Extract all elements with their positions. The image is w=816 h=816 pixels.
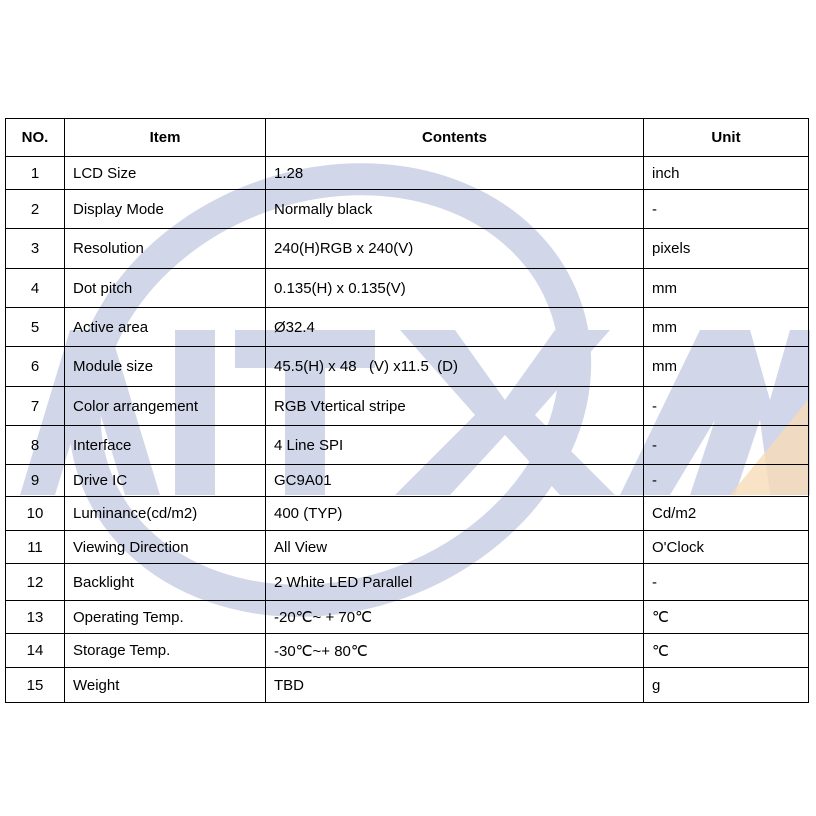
header-unit: Unit bbox=[644, 119, 809, 157]
cell-item: Viewing Direction bbox=[65, 531, 266, 564]
cell-contents: 2 White LED Parallel bbox=[266, 564, 644, 601]
cell-no: 8 bbox=[6, 426, 65, 465]
cell-contents: -20℃~ + 70℃ bbox=[266, 601, 644, 634]
cell-item: Module size bbox=[65, 347, 266, 387]
cell-contents: GC9A01 bbox=[266, 465, 644, 497]
table-row bbox=[6, 426, 809, 465]
cell-item: Luminance(cd/m2) bbox=[65, 497, 266, 531]
cell-unit: mm bbox=[644, 347, 809, 387]
header-row bbox=[6, 119, 809, 157]
cell-contents: -30℃~+ 80℃ bbox=[266, 634, 644, 668]
header-no: NO. bbox=[6, 119, 65, 157]
cell-contents: 240(H)RGB x 240(V) bbox=[266, 229, 644, 269]
cell-item: Storage Temp. bbox=[65, 634, 266, 668]
table-row bbox=[6, 601, 809, 634]
cell-item: Resolution bbox=[65, 229, 266, 269]
cell-contents: Normally black bbox=[266, 190, 644, 229]
cell-no: 12 bbox=[6, 564, 65, 601]
cell-item: Display Mode bbox=[65, 190, 266, 229]
cell-contents: 45.5(H) x 48 (V) x11.5 (D) bbox=[266, 347, 644, 387]
cell-unit: - bbox=[644, 387, 809, 426]
specification-table bbox=[5, 118, 809, 703]
table-row bbox=[6, 308, 809, 347]
cell-item: Color arrangement bbox=[65, 387, 266, 426]
cell-item: Operating Temp. bbox=[65, 601, 266, 634]
cell-no: 14 bbox=[6, 634, 65, 668]
table-row bbox=[6, 269, 809, 308]
cell-unit: g bbox=[644, 668, 809, 703]
cell-contents: 1.28 bbox=[266, 157, 644, 190]
cell-unit: - bbox=[644, 190, 809, 229]
cell-no: 3 bbox=[6, 229, 65, 269]
cell-unit: pixels bbox=[644, 229, 809, 269]
cell-no: 15 bbox=[6, 668, 65, 703]
table-row bbox=[6, 497, 809, 531]
cell-unit: O'Clock bbox=[644, 531, 809, 564]
table-row bbox=[6, 229, 809, 269]
cell-contents: TBD bbox=[266, 668, 644, 703]
cell-no: 13 bbox=[6, 601, 65, 634]
cell-unit: - bbox=[644, 465, 809, 497]
cell-no: 1 bbox=[6, 157, 65, 190]
cell-unit: mm bbox=[644, 269, 809, 308]
table-row bbox=[6, 668, 809, 703]
table-row bbox=[6, 564, 809, 601]
cell-no: 10 bbox=[6, 497, 65, 531]
cell-no: 9 bbox=[6, 465, 65, 497]
header-contents: Contents bbox=[266, 119, 644, 157]
cell-contents: 400 (TYP) bbox=[266, 497, 644, 531]
cell-no: 11 bbox=[6, 531, 65, 564]
table-row bbox=[6, 387, 809, 426]
cell-no: 4 bbox=[6, 269, 65, 308]
cell-no: 2 bbox=[6, 190, 65, 229]
cell-unit: ℃ bbox=[644, 634, 809, 668]
table-row bbox=[6, 531, 809, 564]
table-row bbox=[6, 634, 809, 668]
cell-unit: - bbox=[644, 564, 809, 601]
header-item: Item bbox=[65, 119, 266, 157]
cell-contents: 4 Line SPI bbox=[266, 426, 644, 465]
cell-contents: Ø32.4 bbox=[266, 308, 644, 347]
table-row bbox=[6, 465, 809, 497]
cell-no: 5 bbox=[6, 308, 65, 347]
cell-unit: Cd/m2 bbox=[644, 497, 809, 531]
cell-item: Backlight bbox=[65, 564, 266, 601]
cell-no: 7 bbox=[6, 387, 65, 426]
cell-unit: inch bbox=[644, 157, 809, 190]
cell-item: Active area bbox=[65, 308, 266, 347]
cell-no: 6 bbox=[6, 347, 65, 387]
table-row bbox=[6, 157, 809, 190]
cell-unit: ℃ bbox=[644, 601, 809, 634]
cell-item: Dot pitch bbox=[65, 269, 266, 308]
cell-unit: mm bbox=[644, 308, 809, 347]
cell-item: LCD Size bbox=[65, 157, 266, 190]
cell-contents: 0.135(H) x 0.135(V) bbox=[266, 269, 644, 308]
cell-contents: All View bbox=[266, 531, 644, 564]
cell-item: Drive IC bbox=[65, 465, 266, 497]
cell-unit: - bbox=[644, 426, 809, 465]
cell-contents: RGB Vtertical stripe bbox=[266, 387, 644, 426]
table-row bbox=[6, 347, 809, 387]
cell-item: Interface bbox=[65, 426, 266, 465]
table-row bbox=[6, 190, 809, 229]
cell-item: Weight bbox=[65, 668, 266, 703]
